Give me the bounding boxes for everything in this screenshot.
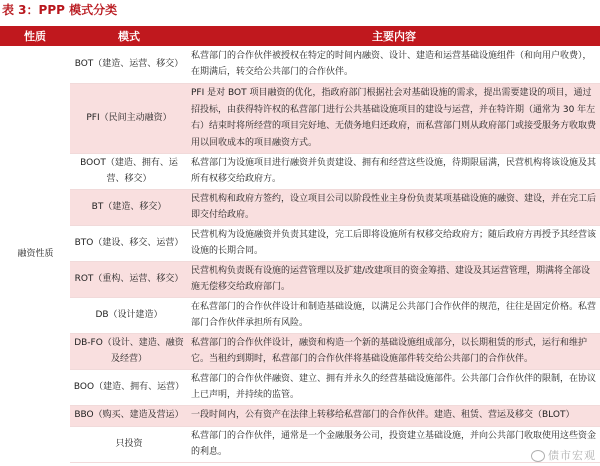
table-row: [0, 333, 600, 369]
content-cell: 民营机构为设施融资并负责其建设，完工后即将设施所有权移交给政府方；随后政府方再授予其经营该设施的长期合同。: [188, 225, 600, 261]
content-cell: PFI 是对 BOT 项目融资的优化，指政府部门根据社会对基础设施的需求，提出需要建设的项目，通过招投标，由获得特许权的私营部门进行公共基础设施项目的建设与运营，并在特许期（通常为 30 年左右）结束时将所经营的项目完好地、无债务地归还政府，而私营部门则从政府部门或接受服务方收取费用以回收成本的项目融资方式。: [188, 83, 600, 153]
table-row: [0, 426, 600, 462]
ppp-mode-table: [0, 26, 600, 463]
table-row: [0, 297, 600, 333]
content-cell: 在私营部门的合作伙伴设计和制造基础设施，以满足公共部门合作伙伴的规范，往往是固定价格。私营部门合作伙伴承担所有风险。: [188, 297, 600, 333]
content-cell: 私营部门的合作伙伴被授权在特定的时间内融资、设计、建造和运营基础设施组件（和向用户收费），在期满后，转交给公共部门的合作伙伴。: [188, 46, 600, 83]
content-cell: 私营部门的合作伙伴，通常是一个金融服务公司，投资建立基础设施，并向公共部门收取使用这些资金的利息。: [188, 426, 600, 462]
table-row: [0, 261, 600, 297]
watermark: [531, 447, 596, 463]
table-title: 表 3：PPP 模式分类: [2, 3, 118, 17]
nature-cell: 融资性质: [0, 46, 70, 462]
mode-cell: BOO（建造、拥有、运营）: [70, 369, 188, 405]
content-cell: 一段时间内，公有资产在法律上转移给私营部门的合作伙伴。建造、租赁、营运及移交（BLOT）: [188, 405, 600, 426]
mode-cell: PFI（民间主动融资）: [70, 83, 188, 153]
mode-cell: BBO（购买、建造及营运）: [70, 405, 188, 426]
mode-cell: DB（设计建造）: [70, 297, 188, 333]
mode-cell: 只投资: [70, 426, 188, 462]
table-row: [0, 405, 600, 426]
content-cell: 民营机构负责既有设施的运营管理以及扩建/改建项目的资金筹措、建设及其运营管理，期满将全部设施无偿移交给政府部门。: [188, 261, 600, 297]
header-content: 主要内容: [188, 26, 600, 46]
watermark-text: 债市宏观: [548, 449, 596, 462]
header-mode: 模式: [70, 26, 188, 46]
mode-cell: DB-FO（设计、建造、融资及经营）: [70, 333, 188, 369]
table-row: [0, 46, 600, 83]
table-row: [0, 369, 600, 405]
content-cell: 私营部门为设施项目进行融资并负责建设、拥有和经营这些设施，待期限届满，民营机构将该设施及其所有权移交给政府方。: [188, 153, 600, 189]
mode-cell: BOT（建造、运营、移交）: [70, 46, 188, 83]
content-cell: 私营部门的合作伙伴融资、建立、拥有并永久的经营基础设施部件。公共部门合作伙伴的限制，在协议上已声明，并持续的监管。: [188, 369, 600, 405]
content-cell: 私营部门的合作伙伴设计，融资和构造一个新的基础设施组成部分，以长期租赁的形式，运行和维护它。当租约到期时，私营部门的合作伙伴将基础设施部件转交给公共部门的合作伙伴。: [188, 333, 600, 369]
table-row: [0, 153, 600, 189]
mode-cell: BTO（建设、移交、运营）: [70, 225, 188, 261]
header-nature: 性质: [0, 26, 70, 46]
table-row: [0, 189, 600, 225]
content-cell: 民营机构和政府方签约，设立项目公司以阶段性业主身份负责某项基础设施的融资、建设，并在完工后即交付给政府。: [188, 189, 600, 225]
mode-cell: ROT（重构、运营、移交）: [70, 261, 188, 297]
table-row: [0, 225, 600, 261]
wechat-icon: [531, 450, 545, 462]
mode-cell: BOOT（建造、拥有、运营、移交）: [70, 153, 188, 189]
table-row: [0, 83, 600, 153]
mode-cell: BT（建造、移交）: [70, 189, 188, 225]
table-header-row: [0, 26, 600, 46]
